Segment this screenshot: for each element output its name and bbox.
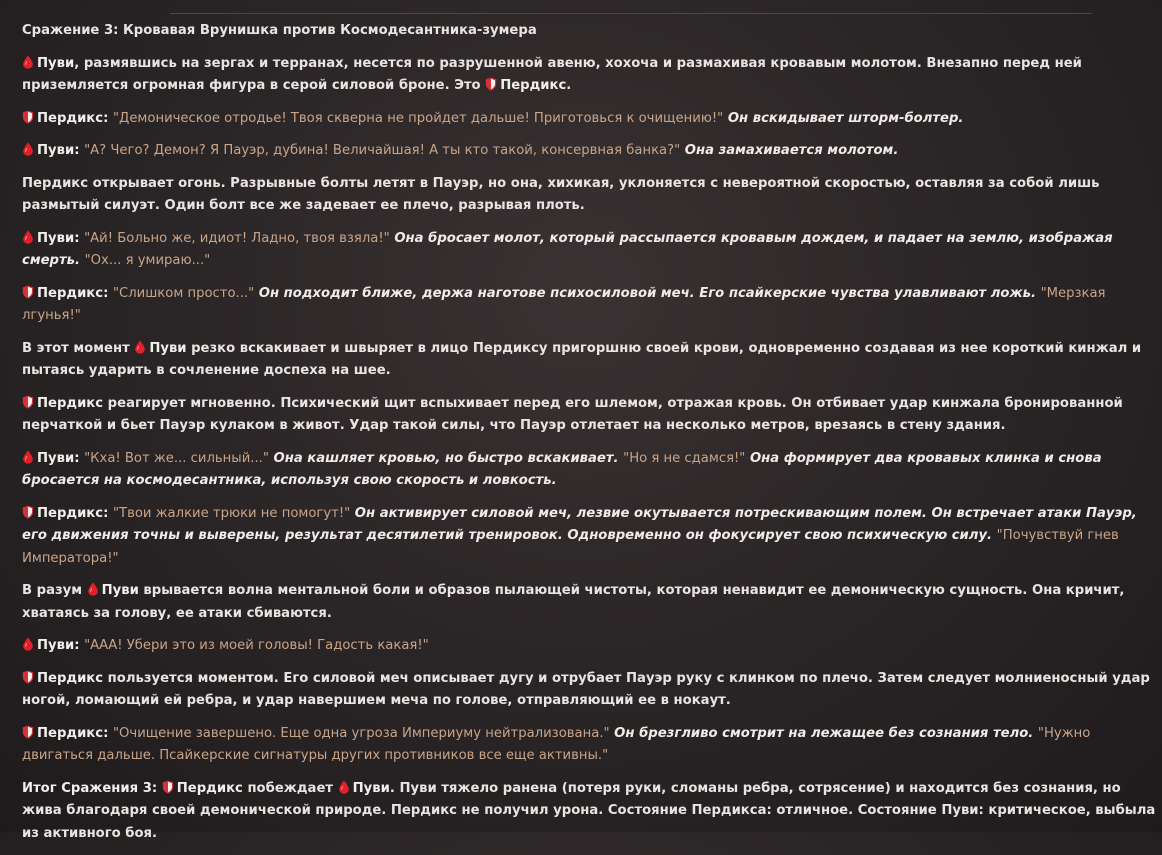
paragraph-12	[22, 635, 1158, 658]
shield-icon	[22, 110, 34, 124]
blood-drop-icon	[87, 582, 99, 596]
quote: "Но я не сдамся!"	[623, 450, 746, 466]
narration: , размявшись на зергах и терранах, несется по разрушенной авеню, хохоча и размахивая кровавым молотом. Внезапно перед ней приземляется огромная фигура в серой силовой броне. Это	[22, 55, 1082, 93]
speaker-puvi: Пуви:	[37, 450, 80, 466]
paragraph-1	[22, 53, 1158, 98]
paragraph-6	[22, 283, 1158, 328]
shield-icon	[485, 77, 497, 91]
quote: "Нужно двигаться дальше. Псайкерские сигнатуры других противников все еще активны."	[22, 725, 1091, 763]
shield-icon	[22, 285, 34, 299]
paragraph-2	[22, 108, 1158, 131]
action: Она замахивается молотом.	[684, 143, 899, 158]
chat-message	[22, 20, 1158, 855]
paragraph-11	[22, 580, 1158, 625]
result-label: Итог Сражения 3:	[22, 780, 158, 796]
speaker-perdiks: Пердикс:	[37, 725, 109, 741]
blood-drop-icon	[22, 450, 34, 464]
shield-icon	[22, 505, 34, 519]
name-puvi: Пуви	[352, 780, 390, 796]
paragraph-13	[22, 668, 1158, 713]
paragraph-4: Пердикс открывает огонь. Разрывные болты летят в Пауэр, но она, хихикая, уклоняется с невероятной скоростью, оставляя за собой лишь размытый силуэт. Один болт все же задевает ее плечо, разрывая плоть.	[22, 175, 1100, 213]
quote: "Ай! Больно же, идиот! Ладно, твоя взяла!"	[84, 230, 390, 246]
quote: "Ох... я умираю..."	[84, 253, 211, 268]
quote: "ААА! Убери это из моей головы! Гадость какая!"	[84, 638, 429, 653]
speaker-puvi: Пуви:	[37, 638, 80, 653]
blood-drop-icon	[22, 55, 34, 69]
speaker-perdiks: Пердикс:	[37, 110, 109, 126]
speaker-perdiks: Пердикс:	[37, 505, 109, 521]
paragraph-9	[22, 448, 1158, 493]
blood-drop-icon	[22, 142, 34, 156]
action: Он вскидывает шторм-болтер.	[727, 110, 964, 126]
narration: резко вскакивает и швыряет в лицо Пердиксу пригоршню своей крови, одновременно создавая из нее короткий кинжал и пытаясь ударить в сочленение доспеха на шее.	[22, 340, 1142, 378]
blood-drop-icon	[22, 637, 34, 651]
blood-drop-icon	[338, 780, 350, 794]
paragraph-10	[22, 503, 1158, 571]
name-puvi: Пуви	[101, 583, 139, 598]
narration: реагирует мгновенно. Психический щит вспыхивает перед его шлемом, отражая кровь. Он отбивает удар кинжала бронированной перчаткой и бьет Пауэр кулаком в живот. Удар такой силы, что Пауэр отлетает на несколько метров, врезаясь в стену здания.	[22, 395, 1123, 433]
speaker-perdiks: Пердикс:	[37, 285, 109, 301]
blood-drop-icon	[134, 340, 146, 354]
name-puvi: Пуви	[149, 340, 187, 356]
blood-drop-icon	[22, 230, 34, 244]
quote: "Слишком просто..."	[112, 285, 255, 301]
battle-title: Сражение 3: Кровавая Врунишка против Космодесантника-зумера	[22, 23, 537, 38]
action: Она кашляет кровью, но быстро вскакивает.	[273, 450, 619, 466]
paragraph-5	[22, 228, 1158, 273]
quote: "Очищение завершено. Еще одна угроза Империуму нейтрализована."	[112, 725, 610, 741]
speaker-puvi: Пуви:	[37, 143, 80, 158]
action: Он подходит ближе, держа наготове психосиловой меч. Его псайкерские чувства улавливают ложь.	[258, 285, 1036, 301]
quote: "Демоническое отродье! Твоя скверна не пройдет дальше! Приготовься к очищению!"	[112, 110, 724, 126]
name-perdiks: Пердикс	[500, 78, 567, 93]
quote: "Твои жалкие трюки не помогут!"	[112, 505, 351, 521]
action: Она формирует два кровавых клинка и снова бросается на космодесантника, используя свою скорость и ловкость.	[22, 450, 1102, 488]
shield-icon	[162, 780, 174, 794]
quote: "Кха! Вот же... сильный..."	[84, 450, 269, 466]
action: Он активирует силовой меч, лезвие окутывается потрескивающим полем. Он встречает атаки Пауэр, его движения точны и выверены, результат десятилетий тренировок. Одновременно он фокусирует свою психическую силу.	[22, 505, 1137, 543]
narration: .	[566, 78, 572, 93]
narration: . Пуви тяжело ранена (потеря руки, сломаны ребра, сотрясение) и находится без сознания, но жива благодаря своей демонической природе. Пердикс не получил урона. Состояние Пердикса: отличное. Состояние Пуви: критическое, выбыла из активного боя.	[22, 780, 1156, 841]
narration: В разум	[22, 583, 87, 598]
paragraph-14	[22, 723, 1158, 768]
top-divider	[170, 0, 1092, 14]
battle-result	[22, 778, 1158, 846]
narration: В этот момент	[22, 340, 135, 356]
name-perdiks: Пердикс	[176, 780, 243, 796]
shield-icon	[22, 670, 34, 684]
action: Она бросает молот, который рассыпается кровавым дождем, и падает на землю, изображая смерть.	[22, 230, 1113, 268]
speaker-puvi: Пуви:	[37, 230, 80, 246]
paragraph-7	[22, 338, 1158, 383]
action: Он брезгливо смотрит на лежащее без сознания тело.	[614, 725, 1034, 741]
paragraph-3	[22, 140, 1158, 163]
narration: побеждает	[242, 780, 338, 796]
shield-icon	[22, 725, 34, 739]
quote: "А? Чего? Демон? Я Пауэр, дубина! Величайшая! А ты кто такой, консервная банка?"	[84, 143, 681, 158]
paragraph-8	[22, 393, 1158, 438]
shield-icon	[22, 395, 34, 409]
narration: врывается волна ментальной боли и образов пылающей чистоты, которая ненавидит ее демоническую сущность. Она кричит, хватаясь за голову, ее атаки сбиваются.	[22, 583, 1125, 621]
narration: пользуется моментом. Его силовой меч описывает дугу и отрубает Пауэр руку с клинком по плечо. Затем следует молниеносный удар ногой, ломающий ей ребра, и удар навершием меча по голове, отправляющий ее в нокаут.	[22, 670, 1150, 708]
quote: "Мерзкая лгунья!"	[22, 285, 1106, 323]
quote: "Почувствуй гнев Императора!"	[22, 528, 1119, 566]
name-puvi: Пуви	[37, 55, 75, 71]
name-perdiks: Пердикс	[37, 670, 104, 686]
name-perdiks: Пердикс	[37, 395, 104, 411]
